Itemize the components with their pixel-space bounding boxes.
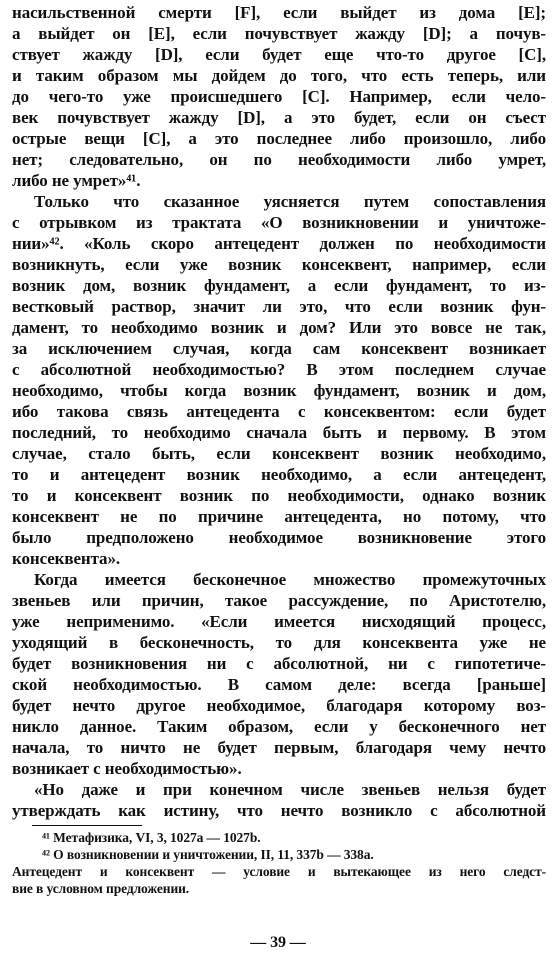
text-line: ибо такова связь антецедента с консеквентом: если будет	[12, 402, 546, 421]
footnote-line: Антецедент и консеквент — условие и вытекающее из него следст-	[12, 864, 546, 879]
paragraph	[12, 191, 546, 569]
text-line: острые вещи [C], а это последнее либо произошло, либо	[12, 129, 546, 148]
text-line: будет возникновения ни с абсолютной, ни с гипотетиче-	[12, 654, 546, 673]
text-line: случае, стало быть, если консеквент возник необходимо,	[12, 444, 546, 463]
text-line: и таким образом мы дойдем до того, что есть теперь, или	[12, 66, 546, 85]
footnote-line: вие в условном предложении.	[12, 881, 190, 896]
text-line: до чего-то уже происшедшего [C]. Например, если чело-	[12, 87, 546, 106]
text-line: либо не умрет»⁴¹.	[12, 171, 141, 190]
text-line: возник дом, возник фундамент, а если фундамент, то из-	[12, 276, 546, 295]
text-line: с отрывком из трактата «О возникновении и уничтоже-	[12, 213, 546, 232]
text-line: «Но даже и при конечном числе звеньев нельзя будет	[34, 780, 546, 799]
text-line: уходящий в бесконечность, то для консеквента уже не	[12, 633, 546, 652]
text-line: то и антецедент возник необходимо, а если антецедент,	[12, 465, 546, 484]
text-line: с абсолютной необходимостью? В этом последнем случае	[12, 360, 546, 379]
text-line: вестковый раствор, значит ли это, что если возник фун-	[12, 297, 546, 316]
paragraph	[12, 569, 546, 779]
text-line: последний, то необходимо сначала быть и первому. В этом	[12, 423, 546, 442]
text-line: за исключением случая, когда сам консеквент возникает	[12, 339, 546, 358]
text-line: консеквента».	[12, 549, 120, 568]
footnote-separator	[32, 825, 142, 826]
footnote-line: ⁴¹ Метафизика, VI, 3, 1027a — 1027b.	[42, 830, 261, 845]
text-line: Когда имеется бесконечное множество промежуточных	[34, 570, 546, 589]
text-line: нет; следовательно, он по необходимости либо умрет,	[12, 150, 546, 169]
text-line: Только что сказанное уясняется путем сопоставления	[34, 192, 546, 211]
text-line: нии»⁴². «Коль скоро антецедент должен по необходимости	[12, 234, 546, 253]
text-line: будет нечто другое необходимое, благодаря которому воз-	[12, 696, 546, 715]
text-line: насильственной смерти [F], если выйдет из дома [E];	[12, 3, 546, 22]
text-line: никло данное. Таким образом, если у бесконечного нет	[12, 717, 546, 736]
paragraph	[12, 779, 546, 821]
text-line: возникнуть, если уже возник консеквент, например, если	[12, 255, 546, 274]
text-line: было предположено необходимое возникновение этого	[12, 528, 546, 547]
text-line: ствует жажду [D], если будет еще что-то другое [C],	[12, 45, 546, 64]
text-line: а выйдет он [E], если почувствует жажду [D]; а почув-	[12, 24, 546, 43]
text-line: возникает с необходимостью».	[12, 759, 242, 778]
text-line: век почувствует жажду [D], а это будет, если он съест	[12, 108, 546, 127]
body-text	[12, 2, 546, 821]
footnotes	[12, 829, 546, 897]
text-line: то и консеквент возник по необходимости, однако возник	[12, 486, 546, 505]
text-line: уже неприменимо. «Если имеется нисходящий процесс,	[12, 612, 546, 631]
text-line: начала, то ничто не будет первым, благодаря чему нечто	[12, 738, 546, 757]
footnote-line: ⁴² О возникновении и уничтожении, II, 11, 337b — 338a.	[42, 847, 374, 862]
text-line: звеньев или причин, такое рассуждение, по Аристотелю,	[12, 591, 546, 610]
text-line: ской необходимостью. В самом деле: всегда [раньше]	[12, 675, 546, 694]
text-line: консеквент не по причине антецедента, но потому, что	[12, 507, 546, 526]
page-number: — 39 —	[250, 934, 306, 951]
text-line: необходимо, чтобы когда возник фундамент, возник и дом,	[12, 381, 546, 400]
paragraph	[12, 2, 546, 191]
text-line: утверждать как истину, что нечто возникло с абсолютной	[12, 801, 546, 820]
text-line: дамент, то необходимо возник и дом? Или это вовсе не так,	[12, 318, 546, 337]
